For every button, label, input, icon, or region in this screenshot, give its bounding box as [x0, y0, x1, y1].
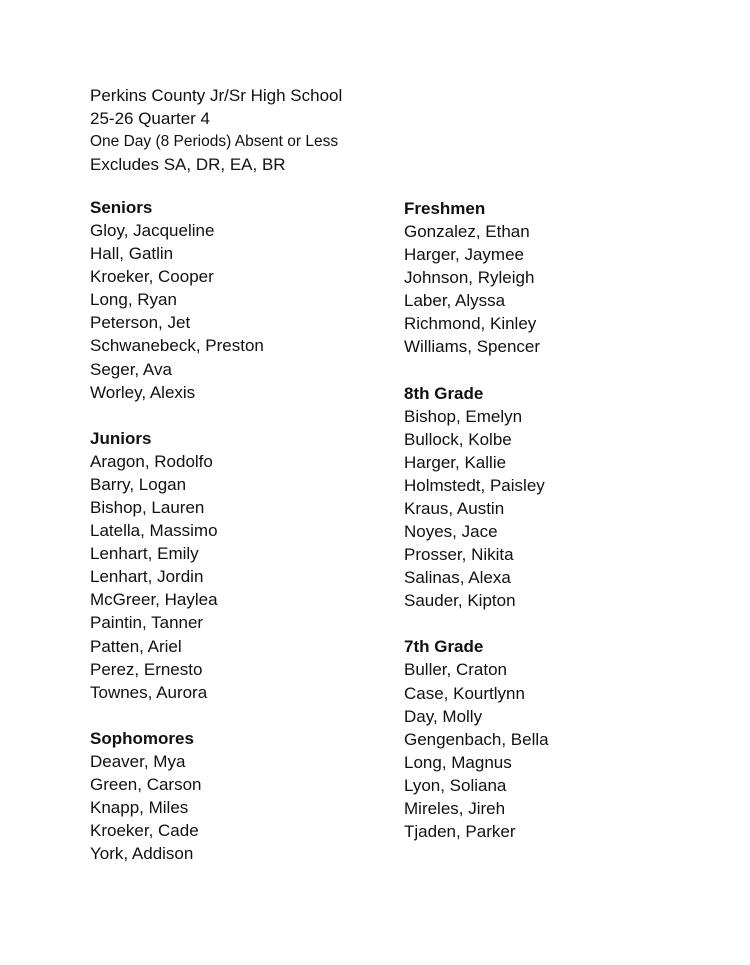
student-name: Patten, Ariel	[90, 636, 182, 656]
student-name: Deaver, Mya	[90, 751, 186, 771]
student-name: Harger, Jaymee	[404, 245, 524, 265]
student-name: Peterson, Jet	[90, 313, 191, 333]
student-name: Gloy, Jacqueline	[90, 221, 215, 240]
student-name: Day, Molly	[404, 706, 483, 726]
student-name: Lenhart, Jordin	[90, 567, 204, 587]
student-name: Salinas, Alexa	[404, 568, 511, 588]
group-8th-grade	[404, 382, 704, 613]
student-name: Gengenbach, Bella	[404, 729, 549, 749]
group-seniors	[90, 196, 390, 404]
group-title: Juniors	[90, 428, 152, 448]
student-name: Barry, Logan	[90, 474, 187, 494]
group-title: 8th Grade	[404, 383, 484, 403]
group-title: Seniors	[90, 198, 153, 217]
student-name: Kroeker, Cade	[90, 821, 199, 841]
student-name: Townes, Aurora	[90, 682, 208, 702]
group-title: Sophomores	[90, 728, 194, 748]
student-name: Richmond, Kinley	[404, 314, 537, 334]
group-7th-grade	[404, 635, 704, 843]
student-name: Johnson, Ryleigh	[404, 268, 535, 288]
student-name: McGreer, Haylea	[90, 590, 218, 610]
student-name: Bullock, Kolbe	[404, 429, 512, 449]
student-name: Harger, Kallie	[404, 452, 507, 472]
student-name: Seger, Ava	[90, 359, 172, 379]
student-name: Lenhart, Emily	[90, 544, 199, 564]
student-name: Green, Carson	[90, 774, 202, 794]
criteria-label: One Day (8 Periods) Absent or Less	[90, 133, 339, 150]
student-name: Williams, Spencer	[404, 337, 541, 357]
student-list	[90, 450, 390, 704]
student-name: Schwanebeck, Preston	[90, 336, 264, 356]
student-name: Sauder, Kipton	[404, 591, 516, 611]
student-name: Aragon, Rodolfo	[90, 451, 213, 471]
student-name: York, Addison	[90, 844, 194, 864]
student-name: Perez, Ernesto	[90, 659, 203, 679]
student-name: Latella, Massimo	[90, 521, 218, 541]
student-list	[404, 658, 704, 843]
student-name: Long, Magnus	[404, 752, 512, 772]
student-list	[404, 405, 704, 613]
right-column	[404, 197, 704, 866]
student-list	[90, 219, 390, 404]
student-name: Kraus, Austin	[404, 498, 505, 518]
student-name: Gonzalez, Ethan	[404, 222, 530, 241]
left-column	[90, 196, 390, 888]
student-name: Paintin, Tanner	[90, 613, 204, 633]
group-title: 7th Grade	[404, 637, 484, 657]
school-name: Perkins County Jr/Sr High School	[90, 86, 343, 105]
group-title: Freshmen	[404, 199, 486, 218]
student-name: Lyon, Soliana	[404, 775, 507, 795]
document-header	[90, 84, 342, 176]
student-name: Tjaden, Parker	[404, 822, 516, 842]
student-name: Long, Ryan	[90, 290, 177, 310]
student-name: Bishop, Lauren	[90, 497, 205, 517]
student-name: Knapp, Miles	[90, 797, 189, 817]
student-name: Prosser, Nikita	[404, 545, 514, 565]
student-name: Holmstedt, Paisley	[404, 475, 545, 495]
student-name: Noyes, Jace	[404, 522, 498, 542]
excludes-label: Excludes SA, DR, EA, BR	[90, 155, 286, 174]
student-name: Laber, Alyssa	[404, 291, 506, 311]
student-name: Case, Kourtlynn	[404, 683, 525, 703]
student-list	[90, 750, 390, 865]
term-label: 25-26 Quarter 4	[90, 109, 211, 128]
student-list	[404, 220, 704, 359]
student-name: Buller, Craton	[404, 660, 507, 680]
student-name: Mireles, Jireh	[404, 798, 506, 818]
student-name: Kroeker, Cooper	[90, 267, 214, 287]
student-name: Hall, Gatlin	[90, 244, 174, 264]
group-sophomores	[90, 727, 390, 865]
group-freshmen	[404, 197, 704, 359]
group-juniors	[90, 427, 390, 704]
student-name: Worley, Alexis	[90, 382, 196, 402]
student-name: Bishop, Emelyn	[404, 406, 523, 426]
